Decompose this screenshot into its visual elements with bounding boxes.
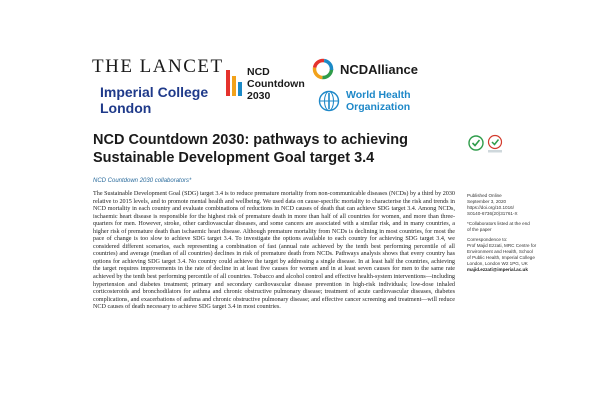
- doi-link[interactable]: https://doi.org/10.1016/: [467, 205, 514, 210]
- article-title: NCD Countdown 2030: pathways to achieving Sustainable Development Goal target 3.4: [93, 132, 409, 166]
- lancet-logo: THE LANCET: [92, 56, 224, 77]
- who-logo: [318, 88, 428, 118]
- who-logo-line: Organization: [346, 101, 411, 113]
- who-logo-line: World Health: [346, 89, 411, 101]
- ncd-countdown-mark-icon: [225, 68, 243, 98]
- article-badges: [468, 133, 508, 155]
- correspondence-line: of Public Health, Imperial College: [467, 255, 535, 260]
- correspondence-email[interactable]: majid.ezzati@imperial.ac.uk: [467, 267, 528, 272]
- correspondence-line: Environment and Health, School: [467, 249, 533, 254]
- ncd-alliance-logo: [312, 56, 419, 82]
- collaborators-note: [467, 221, 545, 233]
- ncd-alliance-text: NCDAlliance: [340, 62, 419, 77]
- ncd-countdown-line: 2030: [247, 90, 271, 102]
- ncd-countdown-line: Countdown: [247, 78, 305, 90]
- open-access-badge-icon[interactable]: [468, 133, 508, 155]
- article-sidebar: [467, 193, 545, 277]
- correspondence-label: Correspondence to:: [467, 237, 508, 242]
- ncd-alliance-ring-icon: [312, 58, 334, 80]
- correspondence-info: [467, 237, 545, 273]
- published-date: September 3, 2020: [467, 199, 507, 204]
- doi-link-cont[interactable]: S0140-6736(20)31761-X: [467, 211, 518, 216]
- article-authors[interactable]: NCD Countdown 2030 collaborators*: [93, 178, 192, 184]
- correspondence-line: Prof Majid Ezzati, MRC Centre for: [467, 243, 537, 248]
- ncd-countdown-line: NCD: [247, 66, 270, 78]
- imperial-college-logo: [100, 84, 220, 116]
- article-abstract: The Sustainable Development Goal (SDG) target 3.4 is to reduce premature mortality from non-communicable diseases (NCDs) by a third by 2030 relative to 2015 levels, and to promote mental health and wellbeing. We used data on cause-specific mortality to characterise the risk and trends in NCD mortality in each country and evaluate combinations of reductions in NCD causes of death that can achieve SDG target 3.4. Among NCDs, ischaemic heart disease is responsible for the highest risk of premature death in more than half of all countries for women, and more than three-quarters for men. However, stroke, other cardiovascular diseases, and some cancers are associated with a similar risk, and in many countries, a higher risk of premature death than ischaemic heart disease. Although premature mortality from NCDs is declining in most countries, for most the pace of change is too slow to achieve SDG target 3.4. To investigate the options available to each country for achieving SDG target 3.4, we considered different scenarios, each representing a combination of fast (annual rate achieved by the tenth best performing percentile of all countries) and average (median of all countries) declines in risk of premature death from NCDs. Pathways analysis shows that every country has options for achieving SDG target 3.4. No country could achieve the target by addressing a single disease. In at least half the countries, achieving the target requires improvements in the rate of decline in at least five causes for women and in at least seven causes for men to the same rate achieved by the tenth best performing percentile of all countries. Tobacco and alcohol control and effective health-system interventions—including hypertension and diabetes treatment; primary and secondary cardiovascular disease prevention in high-risk individuals; low-dose inhaled corticosteroids and bronchodilators for asthma and chronic obstructive pulmonary disease; treatment of acute cardiovascular diseases, diabetes complications, and exacerbations of asthma and chronic obstructive pulmonary disease; and effective cancer screening and treatment—will reduce NCD causes of death necessary to achieve SDG target 3.4 in most countries.: [93, 191, 455, 311]
- collab-note-line: *Collaborators listed at the end: [467, 221, 530, 226]
- imperial-logo-line: London: [100, 100, 152, 116]
- who-emblem-icon: [318, 90, 340, 112]
- ncd-countdown-logo: [225, 64, 315, 114]
- correspondence-line: London, London W2 1PG, UK: [467, 261, 528, 266]
- publication-info: [467, 193, 545, 217]
- published-label: Published Online: [467, 193, 502, 198]
- collab-note-line: of the paper: [467, 227, 492, 232]
- imperial-logo-line: Imperial College: [100, 84, 209, 100]
